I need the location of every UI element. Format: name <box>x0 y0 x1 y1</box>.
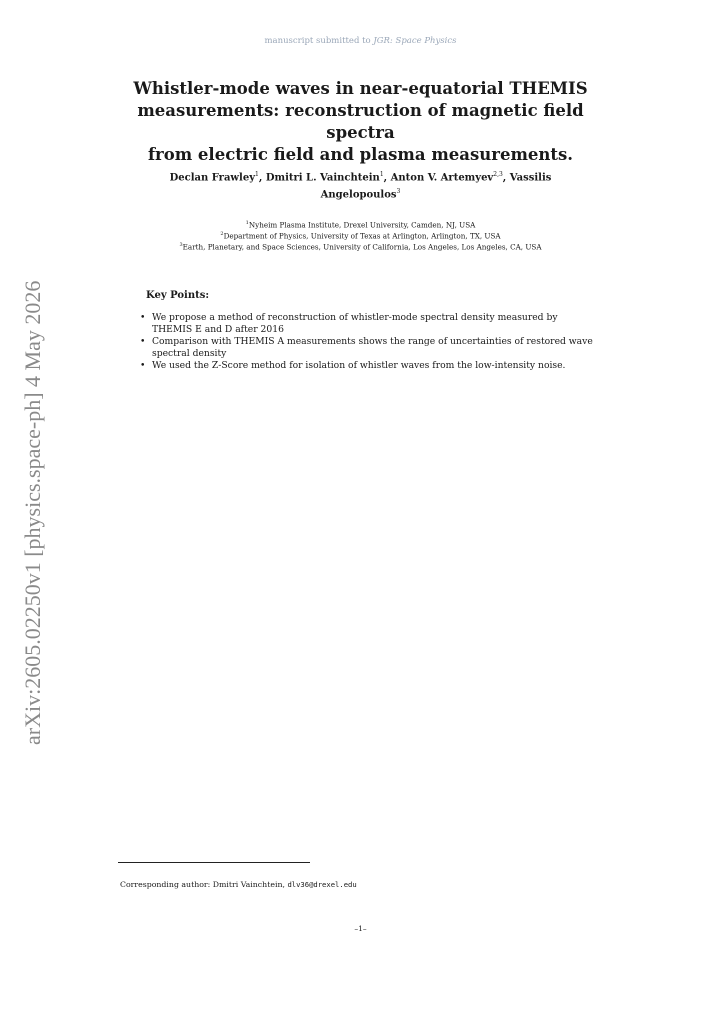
author-name: Vassilis Angelopoulos <box>320 172 552 201</box>
key-point-text: We propose a method of reconstruction of whistler-mode spectral density measured by THEMIS E and D after 2016 <box>152 312 558 335</box>
key-point-item <box>138 336 600 360</box>
title-line-3: from electric field and plasma measurements. <box>147 145 574 164</box>
title-line-2: measurements: reconstruction of magnetic field spectra <box>137 101 584 142</box>
key-point-item <box>138 312 600 336</box>
paper-title <box>110 78 611 166</box>
affiliation-text: Earth, Planetary, and Space Sciences, University of California, Los Angeles, Los Angeles, CA, USA <box>182 242 542 252</box>
affiliation <box>100 219 621 230</box>
affiliation-number: 1 <box>245 220 249 226</box>
author-affiliation-mark: 3 <box>396 188 401 196</box>
key-point-text: Comparison with THEMIS A measurements shows the range of uncertainties of restored wave spectral density <box>152 336 593 359</box>
affiliation-list <box>100 219 621 252</box>
arxiv-stamp: arXiv:2605.02250v1 [physics.space-ph] 4 May 2026 <box>20 280 45 745</box>
running-header <box>0 36 721 46</box>
header-prefix: manuscript submitted to <box>264 36 371 46</box>
bullet-icon: • <box>140 360 146 371</box>
author-name: Anton V. Artemyev <box>390 172 494 184</box>
key-point-text: We used the Z-Score method for isolation of whistler waves from the low-intensity noise. <box>152 360 566 371</box>
affiliation <box>100 230 621 241</box>
affiliation <box>100 241 621 252</box>
key-points-list <box>138 312 600 372</box>
bullet-icon: • <box>140 336 146 347</box>
key-point-item <box>138 360 600 372</box>
affiliation-number: 3 <box>179 241 183 248</box>
author-email-link[interactable]: dlv36@drexel.edu <box>287 880 357 889</box>
author-list: Declan Frawley$^1$, Dmitri L. Vainchtein$^1$, Anton V. Artemyev$^{2,3}$, Vassilis Angelopoulos$^3$ <box>169 171 552 201</box>
affiliation-number: 2 <box>220 230 224 237</box>
affiliation-text: Department of Physics, University of Texas at Arlington, Arlington, TX, USA <box>223 231 501 241</box>
key-points-heading: Key Points: <box>146 290 210 301</box>
footnote-label: Corresponding author: Dmitri Vainchtein, <box>120 880 285 889</box>
corresponding-author-footnote <box>120 880 357 889</box>
page-number: –1– <box>354 924 367 933</box>
affiliation-text: Nyheim Plasma Institute, Drexel University, Camden, NJ, USA <box>248 220 476 230</box>
author-affiliation-mark: 1 <box>379 171 384 178</box>
author-name: Declan Frawley <box>169 172 256 184</box>
footnote-rule <box>118 862 310 863</box>
title-line-1: Whistler-mode waves in near-equatorial THEMIS <box>133 79 588 98</box>
author-affiliation-mark: 1 <box>255 171 259 178</box>
header-journal: JGR: Space Physics <box>373 36 457 46</box>
bullet-icon: • <box>140 312 146 323</box>
author-affiliation-mark: 2,3 <box>493 171 503 178</box>
author-name: Dmitri L. Vainchtein <box>265 172 380 184</box>
